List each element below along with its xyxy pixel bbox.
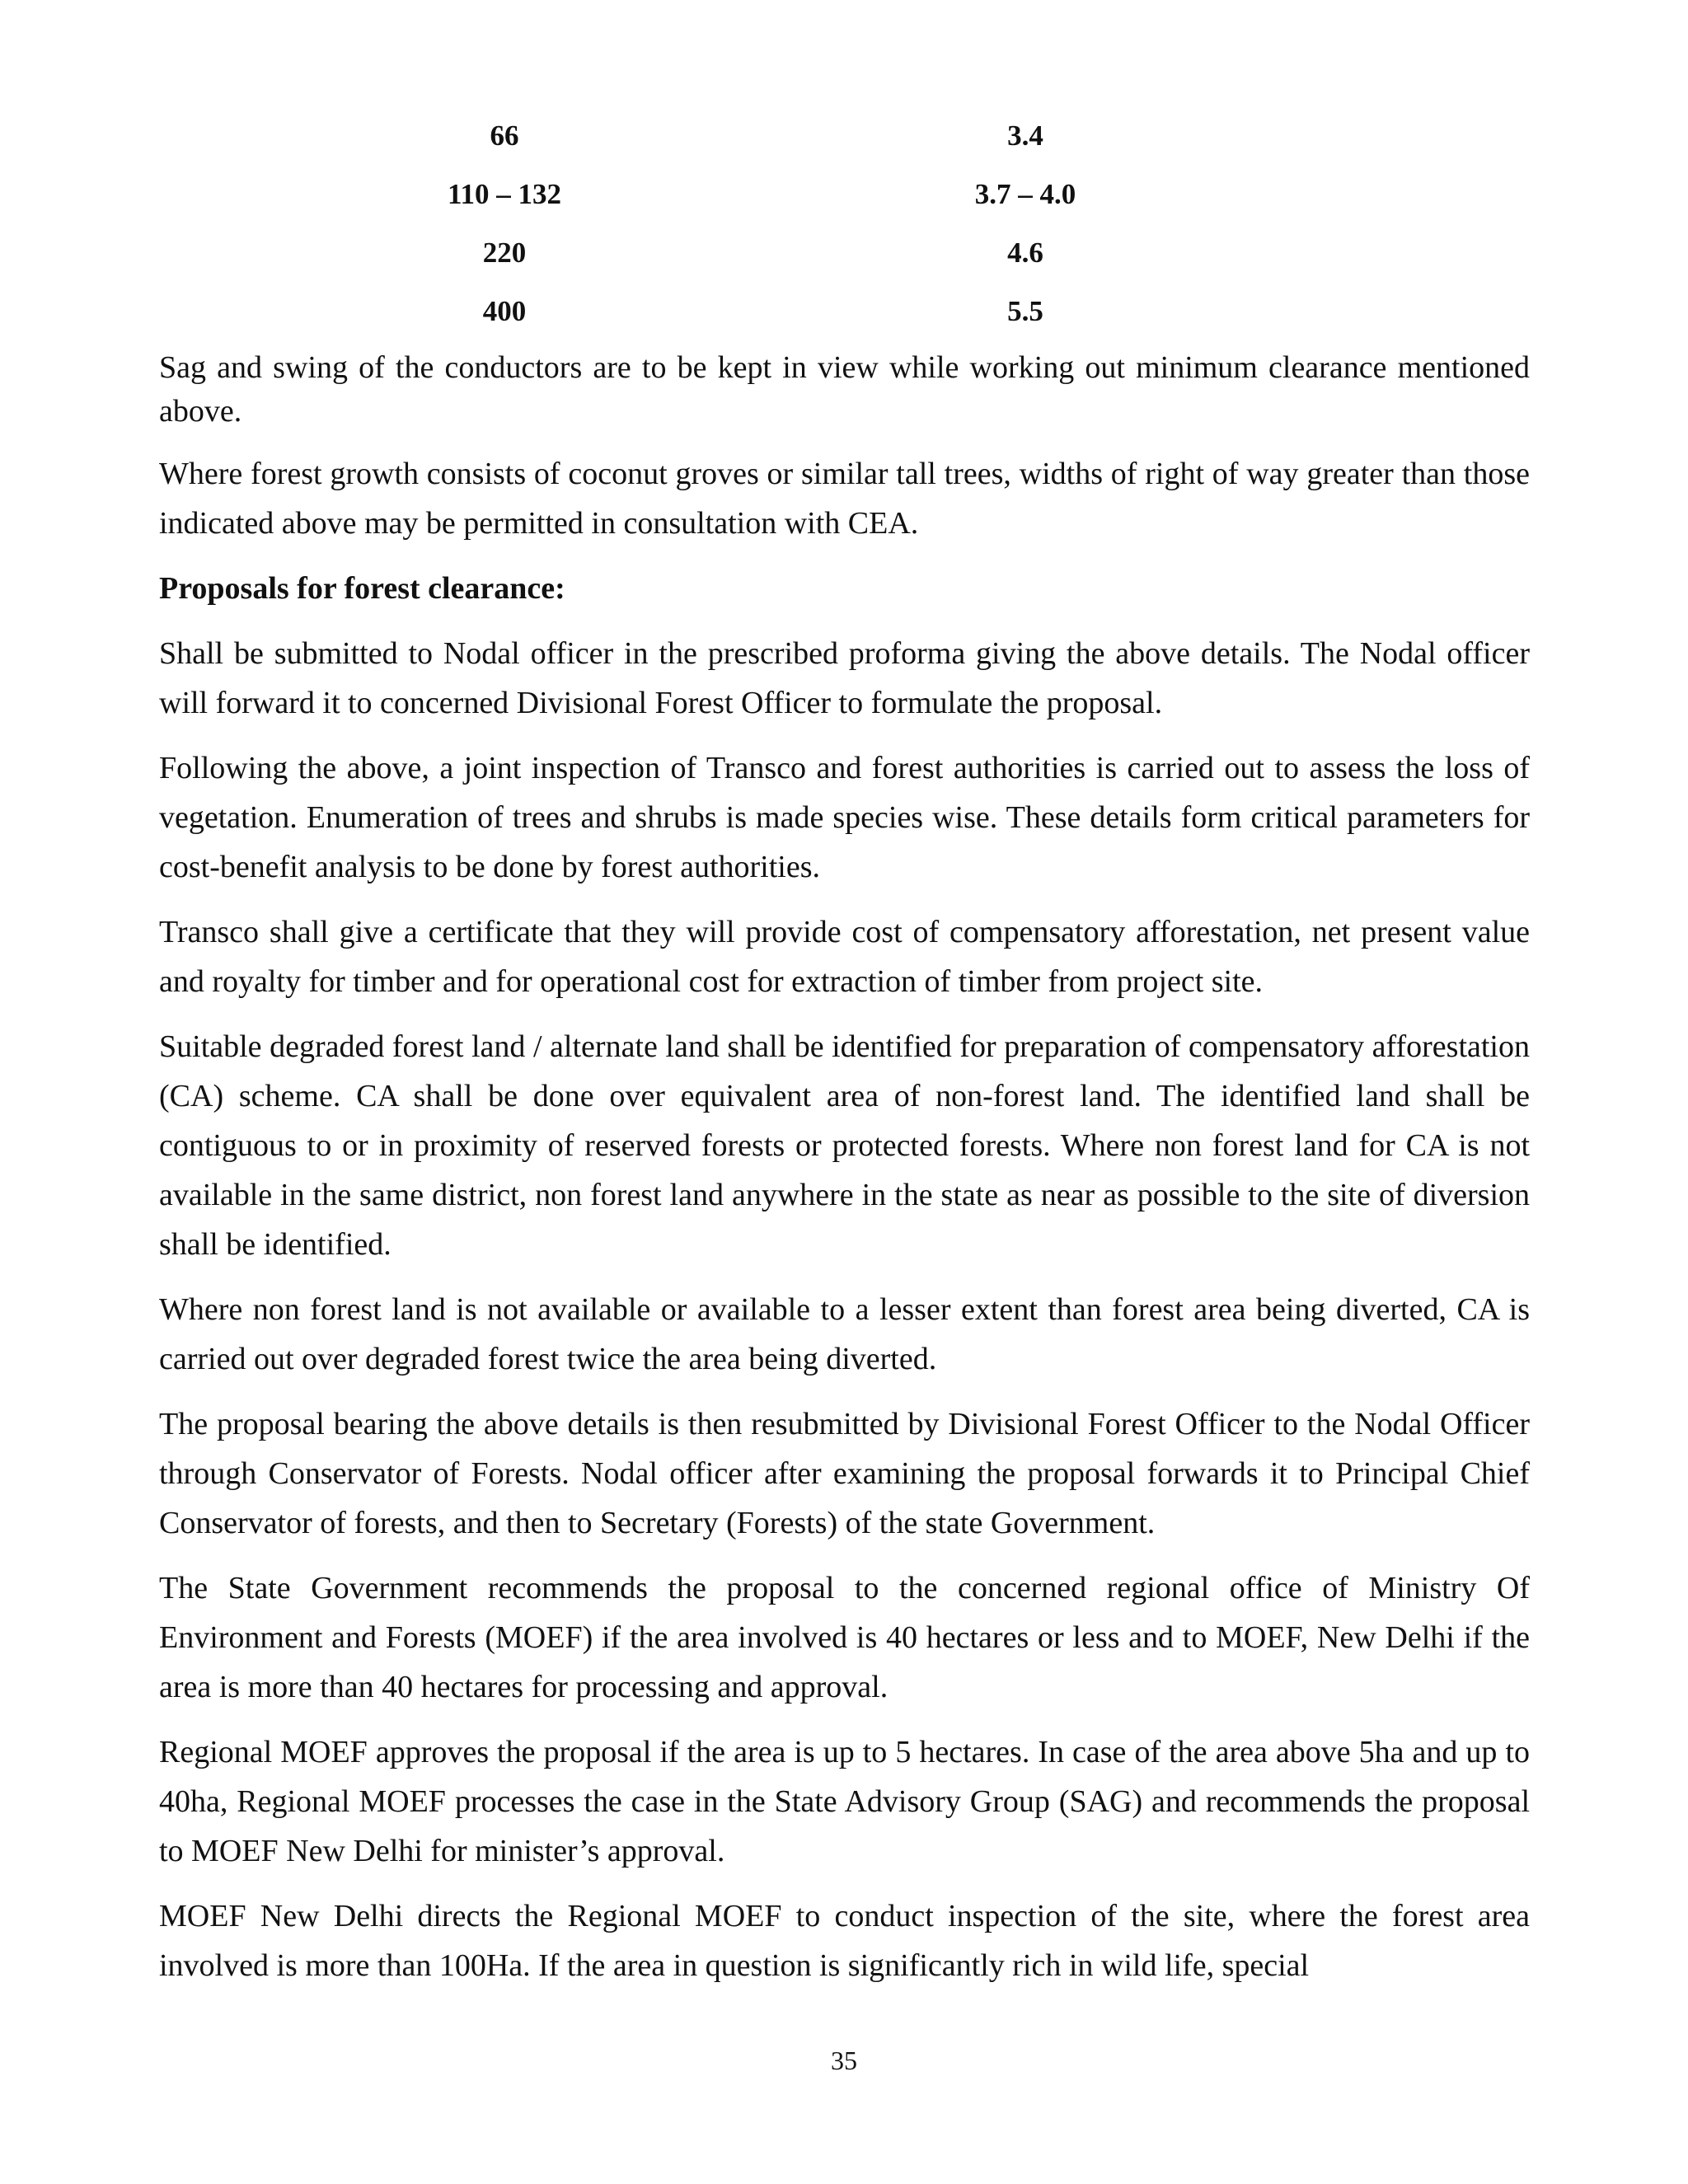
clearance-table (0, 115, 1688, 349)
paragraph-state-government: The State Government recommends the proposal to the concerned regional office of Ministry Of Environment and Forests (MOEF) if the area involved is 40 hectares or less and to MOEF, New Delhi if the area is more than 40 hectares for processing and approval. (159, 1571, 1530, 1704)
table-row (0, 232, 1688, 291)
clearance-cell: 5.5 (1007, 295, 1043, 327)
table-row (0, 115, 1688, 174)
voltage-cell: 66 (490, 120, 519, 152)
paragraph-coconut-groves: Where forest growth consists of coconut groves or similar tall trees, widths of right of way greater than those indicated above may be permitted in consultation with CEA. (159, 457, 1530, 541)
voltage-cell: 220 (482, 237, 527, 269)
body-text (159, 346, 1530, 2006)
paragraph-nodal-officer: Shall be submitted to Nodal officer in the prescribed proforma giving the above details. The Nodal officer will forward it to concerned Divisional Forest Officer to formulate the proposal. (159, 636, 1530, 720)
paragraph-moef-new-delhi: MOEF New Delhi directs the Regional MOEF to conduct inspection of the site, where the forest area involved is more than 100Ha. If the area in question is significantly rich in wild life, special (159, 1899, 1530, 1983)
clearance-cell: 3.7 – 4.0 (974, 178, 1076, 210)
voltage-cell: 400 (482, 295, 527, 327)
section-heading: Proposals for forest clearance: (159, 571, 565, 606)
paragraph-degraded-land: Suitable degraded forest land / alternate land shall be identified for preparation of compensatory afforestation (CA) scheme. CA shall be done over equivalent area of non-forest land. The identified land shall be contiguous to or in proximity of reserved forests or protected forests. Where non forest land for CA is not available in the same district, non forest land anywhere in the state as near as possible to the site of diversion shall be identified. (159, 1029, 1530, 1262)
page-number: 35 (831, 2046, 857, 2075)
clearance-cell: 3.4 (1007, 120, 1043, 152)
table-row (0, 174, 1688, 232)
paragraph-non-forest-land: Where non forest land is not available or available to a lesser extent than forest area being diverted, CA is carried out over degraded forest twice the area being diverted. (159, 1292, 1530, 1376)
paragraph-regional-moef: Regional MOEF approves the proposal if the area is up to 5 hectares. In case of the area above 5ha and up to 40ha, Regional MOEF processes the case in the State Advisory Group (SAG) and recommends the proposal to MOEF New Delhi for minister’s approval. (159, 1735, 1530, 1868)
paragraph-joint-inspection: Following the above, a joint inspection of Transco and forest authorities is carried out to assess the loss of vegetation. Enumeration of trees and shrubs is made species wise. These details form critical parameters for cost-benefit analysis to be done by forest authorities. (159, 751, 1530, 884)
table-row (0, 291, 1688, 349)
voltage-cell: 110 – 132 (447, 178, 562, 210)
paragraph-resubmission: The proposal bearing the above details is then resubmitted by Divisional Forest Officer to the Nodal Officer through Conservator of Forests. Nodal officer after examining the proposal forwards it to Principal Chief Conservator of forests, and then to Secretary (Forests) of the state Government. (159, 1407, 1530, 1540)
paragraph-transco-certificate: Transco shall give a certificate that they will provide cost of compensatory afforestation, net present value and royalty for timber and for operational cost for extraction of timber from project site. (159, 915, 1530, 999)
clearance-cell: 4.6 (1007, 237, 1043, 269)
paragraph-sag-swing: Sag and swing of the conductors are to be kept in view while working out minimum clearance mentioned above. (159, 350, 1530, 429)
